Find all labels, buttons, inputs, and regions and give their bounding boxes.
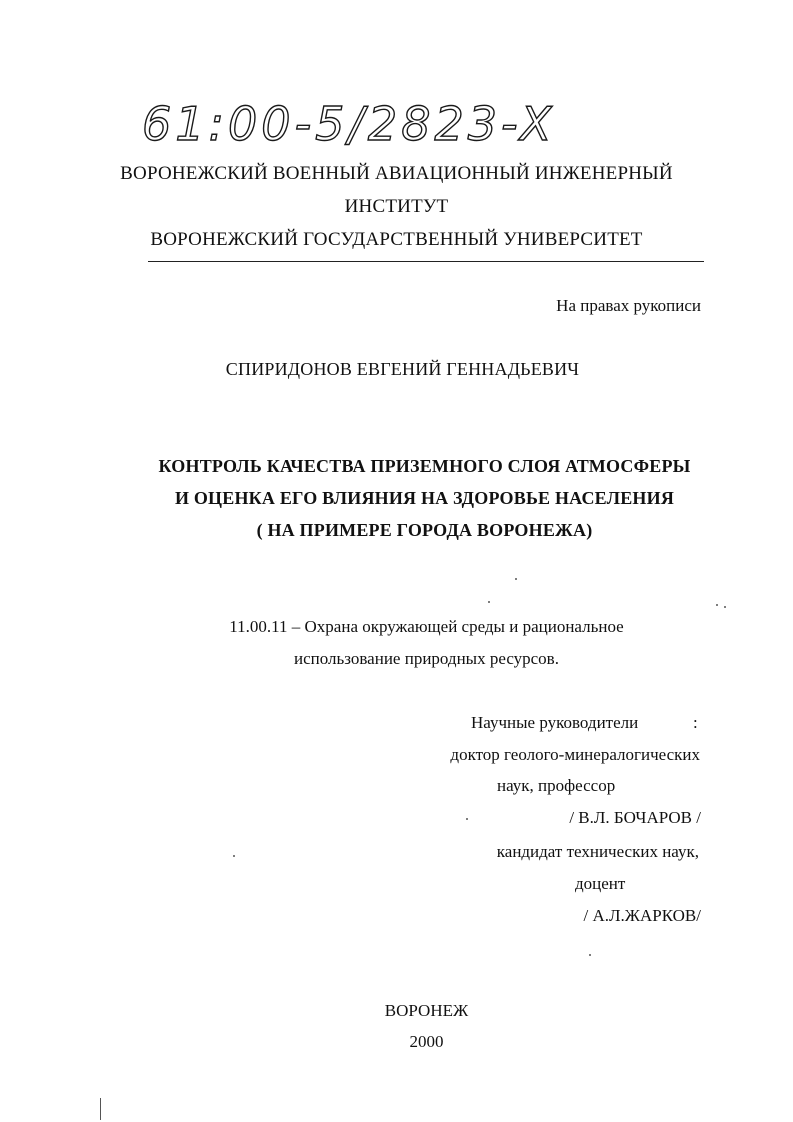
title-line-1: КОНТРОЛЬ КАЧЕСТВА ПРИЗЕМНОГО СЛОЯ АТМОСФЕРЫ [158, 456, 691, 476]
supervisor-1-degree-line-1: доктор геолого-минералогических [450, 745, 700, 764]
title-line-3: ( НА ПРИМЕРЕ ГОРОДА ВОРОНЕЖА) [256, 520, 593, 540]
supervisors-heading-colon: : [693, 713, 698, 732]
institution-line-3: ВОРОНЕЖСКИЙ ГОСУДАРСТВЕННЫЙ УНИВЕРСИТЕТ [150, 229, 643, 250]
institution-line-1: ВОРОНЕЖСКИЙ ВОЕННЫЙ АВИАЦИОННЫЙ ИНЖЕНЕРНЫЙ [120, 163, 673, 184]
author-name: СПИРИДОНОВ ЕВГЕНИЙ ГЕННАДЬЕВИЧ [225, 359, 580, 379]
supervisor-1-degree-line-2: наук, профессор [497, 776, 616, 795]
supervisor-2-degree-line-2: доцент [575, 874, 626, 893]
specialty-line-2: использование природных ресурсов. [294, 649, 559, 668]
title-line-2: И ОЦЕНКА ЕГО ВЛИЯНИЯ НА ЗДОРОВЬЕ НАСЕЛЕНИЯ [174, 488, 675, 508]
supervisor-2-name: / А.Л.ЖАРКОВ/ [583, 906, 701, 925]
manuscript-rights-note: На правах рукописи [556, 296, 701, 315]
handwritten-archive-code [140, 78, 570, 158]
scan-speck [233, 855, 235, 857]
scan-speck [716, 604, 718, 606]
handwritten-code-text: 61:00-5/2823-X [142, 97, 556, 151]
scan-speck [724, 606, 726, 608]
city: ВОРОНЕЖ [384, 1001, 469, 1020]
scan-margin-mark [100, 1098, 101, 1120]
specialty-line-1: 11.00.11 – Охрана окружающей среды и рациональное [229, 617, 624, 636]
scan-speck [589, 954, 591, 956]
scan-speck [515, 578, 517, 580]
institution-line-2: ИНСТИТУТ [344, 196, 449, 217]
scan-speck [488, 601, 490, 603]
supervisors-heading: Научные руководители [471, 713, 639, 732]
supervisor-2-degree-line-1: кандидат технических наук, [496, 842, 699, 861]
header-divider [148, 261, 704, 262]
scan-speck [466, 818, 468, 820]
supervisor-1-name: / В.Л. БОЧАРОВ / [569, 808, 701, 827]
year: 2000 [409, 1032, 444, 1051]
